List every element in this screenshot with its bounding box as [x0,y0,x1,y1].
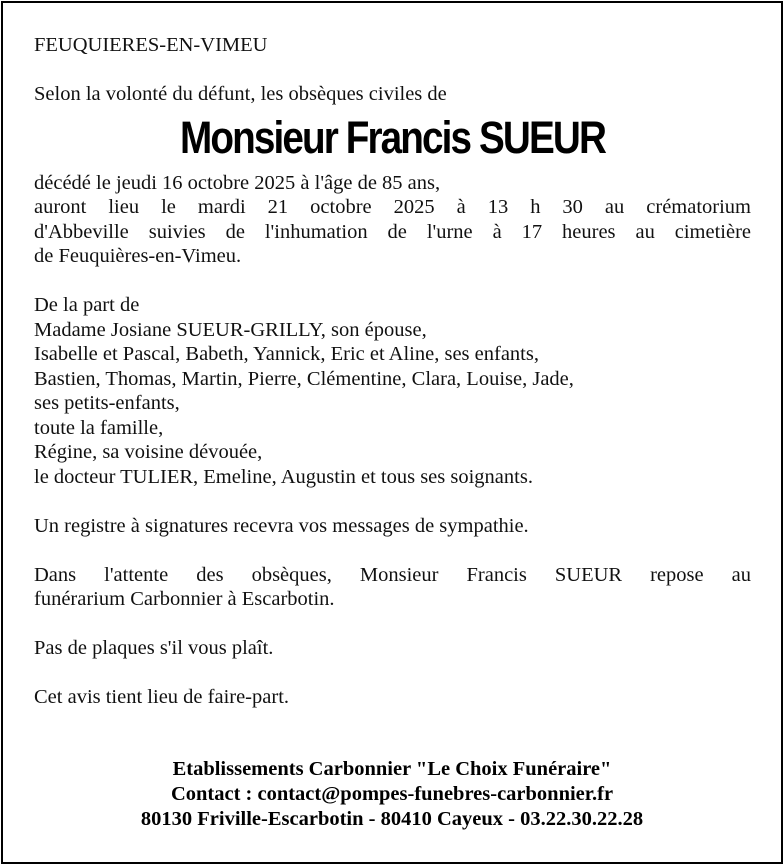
location-heading: FEUQUIERES-EN-VIMEU [34,34,268,56]
address-line: 80130 Friville-Escarbotin - 80410 Cayeux - 03.22.30.22.28 [140,808,644,830]
funeral-home-footer [3,757,781,832]
company-name: Etablissements Carbonnier "Le Choix Funéraire" [172,758,612,780]
family-line: toute la famille, [34,416,164,439]
intro-text: Selon la volonté du défunt, les obsèques civiles de [34,83,447,105]
family-line: Madame Josiane SUEUR-GRILLY, son épouse, [34,318,427,341]
details-line-4: de Feuquières-en-Vimeu. [34,245,242,267]
family-line: De la part de [34,294,140,316]
family-line: Bastien, Thomas, Martin, Pierre, Clémentine, Clara, Louise, Jade, [34,367,574,390]
wake-line-1: Dans l'attente des obsèques, Monsieur Francis SUEUR repose au [34,563,751,586]
funeral-details [34,171,751,269]
family-line: ses petits-enfants, [34,392,180,414]
details-line-3: d'Abbeville suivies de l'inhumation de l'urne à 17 heures au cimetière [34,220,751,243]
notice-text: Cet avis tient lieu de faire-part. [34,686,290,708]
deceased-name: Monsieur Francis SUEUR [179,111,606,163]
registry-text: Un registre à signatures recevra vos messages de sympathie. [34,514,529,537]
family-line: le docteur TULIER, Emeline, Augustin et tous ses soignants. [34,465,533,488]
no-plaques-text: Pas de plaques s'il vous plaît. [34,637,274,659]
obituary-notice [1,1,783,864]
contact-line: Contact : contact@pompes-funebres-carbonnier.fr [170,783,614,805]
family-line: Régine, sa voisine dévouée, [34,441,263,463]
wake-line-2: funérarium Carbonnier à Escarbotin. [34,588,335,610]
family-list [34,293,751,489]
family-line: Isabelle et Pascal, Babeth, Yannick, Eric et Aline, ses enfants, [34,343,539,365]
details-line-1: décédé le jeudi 16 octobre 2025 à l'âge de 85 ans, [34,171,441,194]
details-line-2: auront lieu le mardi 21 octobre 2025 à 13 h 30 au crématorium [34,196,751,218]
wake-text [34,563,751,612]
